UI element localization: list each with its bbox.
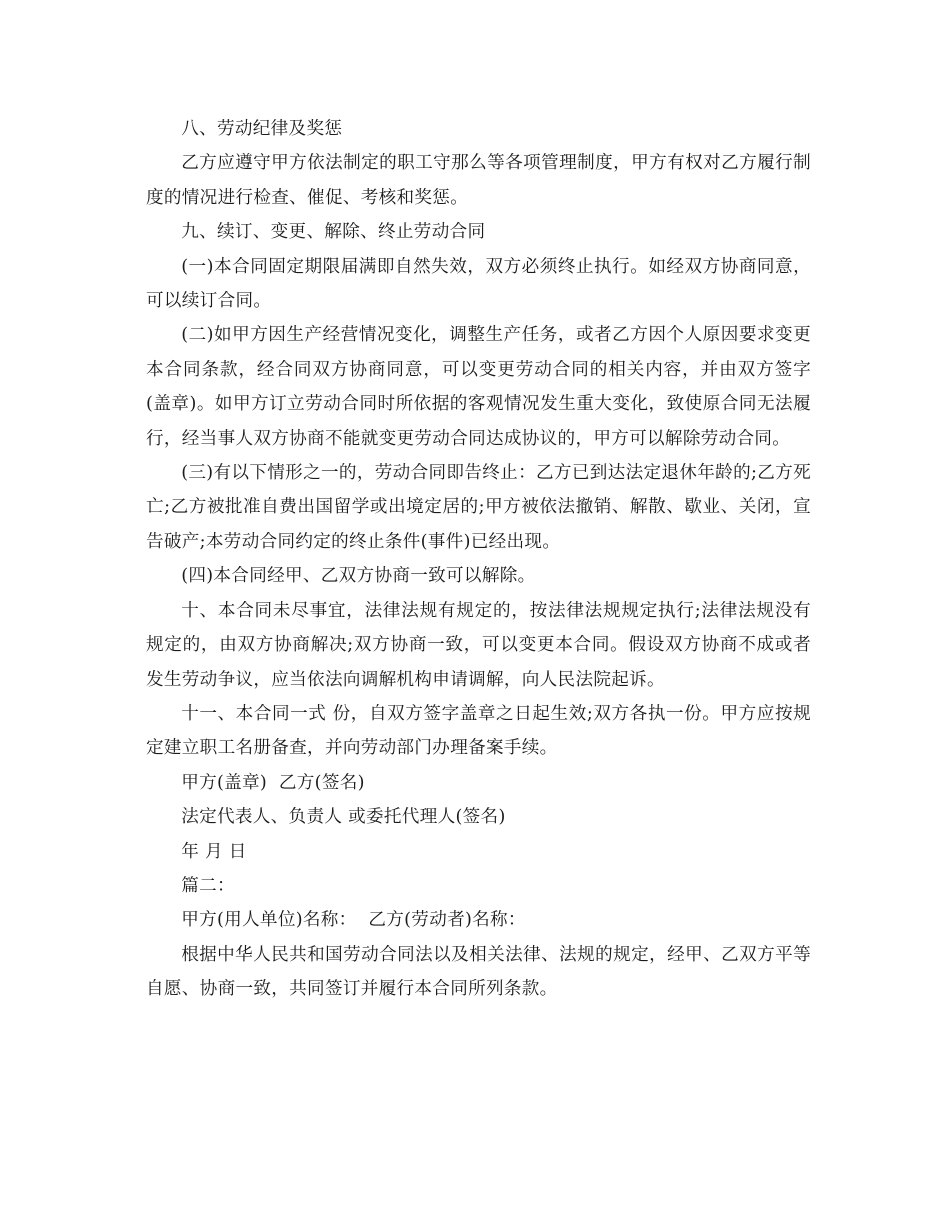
clause-2: (二)如甲方因生产经营情况变化，调整生产任务，或者乙方因个人原因要求变更本合同条款，经合同双方协商同意，可以变更劳动合同的相关内容，并由双方签字(盖章)。如甲方订立劳动合同时所依据的客观情况发生重大变化，致使原合同无法履行，经当事人双方协商不能就变更劳动合同达成协议的，甲方可以解除劳动合同。 bbox=[146, 325, 811, 449]
section-heading-discipline: 八、劳动纪律及奖惩 bbox=[181, 119, 343, 139]
paragraph-discipline-text: 乙方应遵守甲方依法制定的职工守那么等各项管理制度，甲方有权对乙方履行制度的情况进行检查、催促、考核和奖惩。 bbox=[146, 153, 811, 208]
party-names: 甲方(用人单位)名称： 乙方(劳动者)名称： bbox=[181, 910, 526, 931]
signature-date: 年 月 日 bbox=[181, 841, 247, 862]
document-body bbox=[146, 112, 811, 1007]
section-eleven: 十一、本合同一式 份，自双方签字盖章之日起生效;双方各执一份。甲方应按规定建立职工名册备查，并向劳动部门办理备案手续。 bbox=[146, 703, 811, 759]
preamble: 根据中华人民共和国劳动合同法以及相关法律、法规的规定，经甲、乙双方平等自愿、协商一致，共同签订并履行本合同所列条款。 bbox=[146, 944, 811, 1000]
clause-4: (四)本合同经甲、乙双方协商一致可以解除。 bbox=[181, 566, 536, 587]
signature-representative: 法定代表人、负责人 或委托代理人(签名) bbox=[181, 807, 506, 828]
section-ten: 十、本合同未尽事宜，法律法规有规定的，按法律法规规定执行;法律法规没有规定的，由双方协商解决;双方协商一致，可以变更本合同。假设双方协商不成或者发生劳动争议，应当依法向调解机构申请调解，向人民法院起诉。 bbox=[146, 600, 811, 690]
section-heading-renewal: 九、续订、变更、解除、终止劳动合同 bbox=[181, 222, 486, 243]
clause-3: (三)有以下情形之一的，劳动合同即告终止：乙方已到达法定退休年龄的;乙方死亡;乙方被批准自费出国留学或出境定居的;甲方被依法撤销、解散、歇业、关闭，宣告破产;本劳动合同约定的终止条件(事件)已经出现。 bbox=[146, 463, 811, 552]
signature-parties: 甲方(盖章) 乙方(签名) bbox=[181, 772, 365, 793]
clause-1: (一)本合同固定期限届满即自然失效，双方必须终止执行。如经双方协商同意，可以续订合同。 bbox=[146, 256, 811, 312]
part-two-heading: 篇二： bbox=[181, 875, 235, 896]
